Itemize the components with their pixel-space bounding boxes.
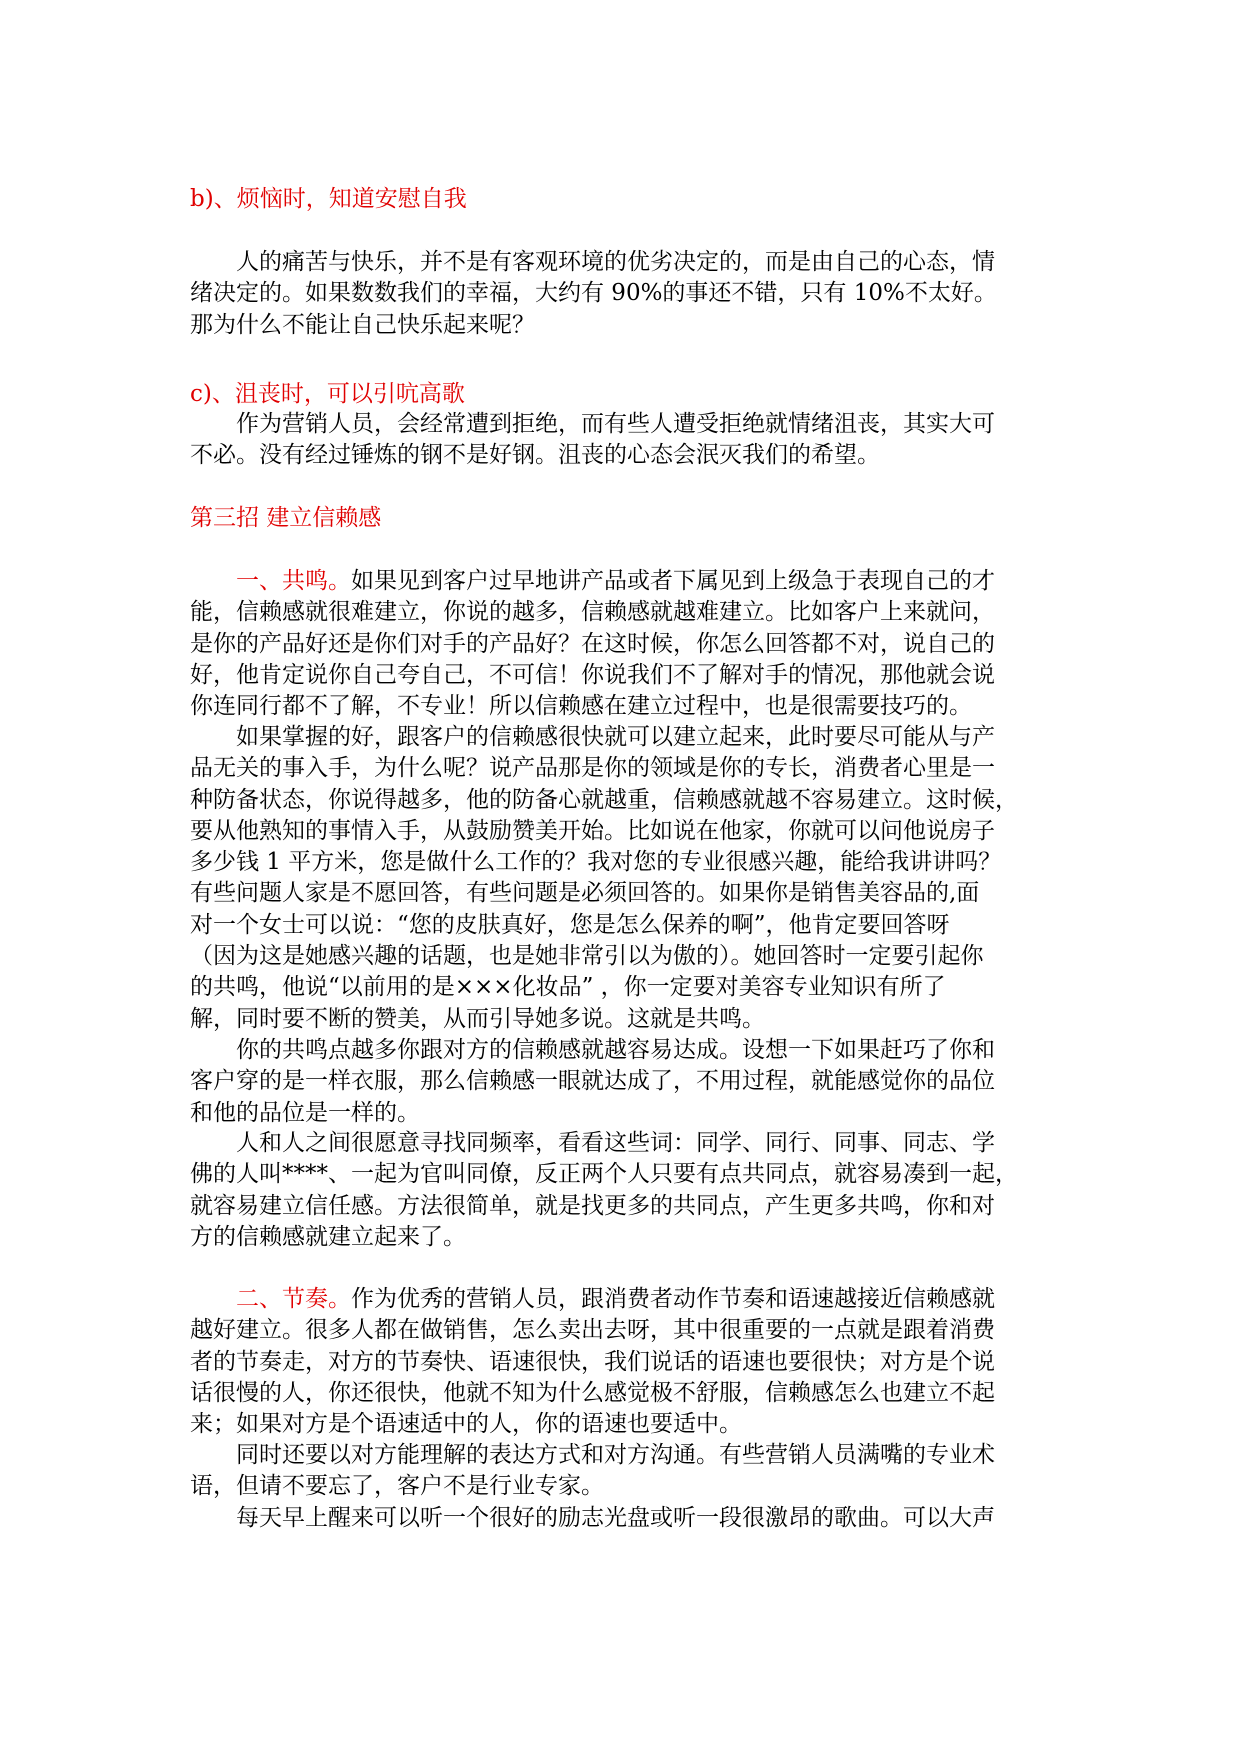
heading-b: b)、烦恼时，知道安慰自我 <box>190 186 467 212</box>
text-line: 种防备状态，你说得越多，他的防备心就越重，信赖感就越不容易建立。这时候， <box>190 786 1018 813</box>
paragraph-morning <box>190 1503 1052 1534</box>
paragraph-communication <box>190 1440 1052 1503</box>
text-line: 那为什么不能让自己快乐起来呢？ <box>190 311 535 338</box>
text-span: 作为优秀的营销人员，跟消费者动作节奏和语速越接近信赖感就 <box>351 1286 995 1312</box>
paragraph-rhythm <box>190 1284 1052 1440</box>
text-line: 是你的产品好还是你们对手的产品好？在这时候，你怎么回答都不对，说自己的 <box>190 630 995 657</box>
text-line: 越好建立。很多人都在做销售，怎么卖出去呀，其中很重要的一点就是跟着消费 <box>190 1317 995 1344</box>
text-line: 佛的人叫****、一起为官叫同僚，反正两个人只要有点共同点，就容易凑到一起， <box>190 1161 1018 1188</box>
paragraph-rejection <box>190 409 1052 472</box>
text-line: 和他的品位是一样的。 <box>190 1099 420 1126</box>
heading-c: c)、沮丧时，可以引吭高歌 <box>190 381 465 407</box>
text-line: 每天早上醒来可以听一个很好的励志光盘或听一段很激昂的歌曲。可以大声 <box>236 1505 995 1531</box>
text-line: 你的共鸣点越多你跟对方的信赖感就越容易达成。设想一下如果赶巧了你和 <box>236 1037 995 1063</box>
text-line: 人的痛苦与快乐，并不是有客观环境的优劣决定的，而是由自己的心态，情 <box>236 249 995 275</box>
text-line: 你连同行都不了解，不专业！所以信赖感在建立过程中，也是很需要技巧的。 <box>190 693 972 720</box>
text-line: 就容易建立信任感。方法很简单，就是找更多的共同点，产生更多共鸣，你和对 <box>190 1192 995 1219</box>
section-lead-rhythm: 二、节奏。 <box>236 1286 351 1312</box>
section-lead-resonance: 一、共鸣。 <box>236 568 351 594</box>
text-line: 能，信赖感就很难建立，你说的越多，信赖感就越难建立。比如客户上来就问， <box>190 599 995 626</box>
text-line <box>190 1284 1052 1315</box>
text-line: 客户穿的是一样衣服，那么信赖感一眼就达成了，不用过程，就能感觉你的品位 <box>190 1068 995 1095</box>
heading-third: 第三招 建立信赖感 <box>190 505 382 531</box>
text-line: 人和人之间很愿意寻找同频率，看看这些词：同学、同行、同事、同志、学 <box>236 1130 995 1156</box>
text-span: 如果见到客户过早地讲产品或者下属见到上级急于表现自己的才 <box>351 568 995 594</box>
text-line: 好，他肯定说你自己夸自己，不可信！你说我们不了解对手的情况，那他就会说 <box>190 661 995 688</box>
text-line: （因为这是她感兴趣的话题，也是她非常引以为傲的）。她回答时一定要引起你 <box>190 943 984 970</box>
text-line: 语，但请不要忘了，客户不是行业专家。 <box>190 1473 604 1500</box>
text-line: 解，同时要不断的赞美，从而引导她多说。这就是共鸣。 <box>190 1005 765 1032</box>
text-line: 多少钱 1 平方米，您是做什么工作的？我对您的专业很感兴趣，能给我讲讲吗？ <box>190 849 1002 876</box>
text-line: 话很慢的人，你还很快，他就不知为什么感觉极不舒服，信赖感怎么也建立不起 <box>190 1379 995 1406</box>
text-line: 绪决定的。如果数数我们的幸福，大约有 90%的事还不错，只有 10%不太好。 <box>190 280 997 307</box>
text-line: 方的信赖感就建立起来了。 <box>190 1223 466 1250</box>
text-line: 不必。没有经过锤炼的钢不是好钢。沮丧的心态会泯灭我们的希望。 <box>190 442 880 469</box>
text-line: 者的节奏走，对方的节奏快、语速很快，我们说话的语速也要很快；对方是个说 <box>190 1348 995 1375</box>
paragraph-resonance <box>190 566 1052 722</box>
paragraph-resonance-points <box>190 1035 1052 1129</box>
text-line: 同时还要以对方能理解的表达方式和对方沟通。有些营销人员满嘴的专业术 <box>236 1442 995 1468</box>
text-line: 有些问题人家是不愿回答，有些问题是必须回答的。如果你是销售美容品的,面 <box>190 880 980 907</box>
text-line: 来；如果对方是个语速适中的人，你的语速也要适中。 <box>190 1411 742 1438</box>
text-line: 对一个女士可以说：“您的皮肤真好，您是怎么保养的啊”，他肯定要回答呀 <box>190 911 950 938</box>
paragraph-happiness <box>190 247 1052 341</box>
text-line: 要从他熟知的事情入手，从鼓励赞美开始。比如说在他家，你就可以问他说房子 <box>190 817 995 844</box>
paragraph-mastery <box>190 722 1052 1035</box>
text-line <box>190 566 1052 597</box>
text-line: 的共鸣，他说“以前用的是×××化妆品” ，你一定要对美容专业知识有所了 <box>190 974 946 1001</box>
paragraph-same-frequency <box>190 1128 1052 1253</box>
text-line: 品无关的事入手，为什么呢？说产品那是你的领域是你的专长，消费者心里是一 <box>190 755 995 782</box>
text-line: 作为营销人员，会经常遭到拒绝，而有些人遭受拒绝就情绪沮丧，其实大可 <box>236 411 995 437</box>
text-line: 如果掌握的好，跟客户的信赖感很快就可以建立起来，此时要尽可能从与产 <box>236 724 995 750</box>
